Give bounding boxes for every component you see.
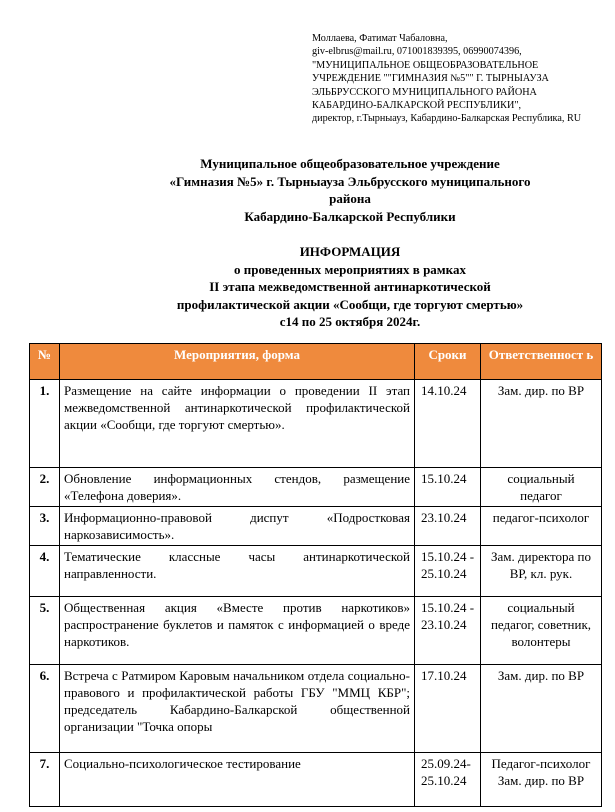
row-event: Информационно-правовой диспут «Подростковая наркозависимость». <box>60 507 415 546</box>
row-event: Социально-психологическое тестирование <box>60 753 415 807</box>
table-row <box>30 546 602 597</box>
signature-line: КАБАРДИНО-БАЛКАРСКОЙ РЕСПУБЛИКИ", <box>312 100 522 112</box>
row-responsible: Зам. дир. по ВР <box>481 665 602 753</box>
doc-subtitle-line: о проведенных мероприятиях в рамках <box>234 261 466 277</box>
row-number: 5. <box>30 597 60 665</box>
row-number: 7. <box>30 753 60 807</box>
row-number: 2. <box>30 468 60 507</box>
signature-line: директор, г.Тырныауз, Кабардино-Балкарская Республика, RU <box>312 113 582 125</box>
row-date: 14.10.24 <box>415 380 481 468</box>
row-date: 15.10.24 - 23.10.24 <box>415 597 481 665</box>
header-number: № <box>30 344 60 380</box>
header-date: Сроки <box>415 344 481 380</box>
table-row <box>30 507 602 546</box>
org-name-line: Муниципальное общеобразовательное учреждение <box>200 156 500 171</box>
row-responsible: социальный педагог <box>481 468 602 507</box>
doc-period: с14 по 25 октября 2024г. <box>279 314 421 329</box>
row-responsible: педагог-психолог <box>481 507 602 546</box>
row-event: Обновление информационных стендов, размещение «Телефона доверия». <box>60 468 415 507</box>
org-name-line: «Гимназия №5» г. Тырныауза Эльбрусского муниципального <box>169 173 531 189</box>
row-responsible: социальный педагог, советник, волонтеры <box>481 597 602 665</box>
row-responsible: Зам. директора по ВР, кл. рук. <box>481 546 602 597</box>
header-event: Мероприятия, форма <box>60 344 415 380</box>
signature-line: ЭЛЬБРУССКОГО МУНИЦИПАЛЬНОГО РАЙОНА <box>312 86 537 98</box>
row-event: Тематические классные часы антинаркотической направленности. <box>60 546 415 597</box>
doc-subtitle-line: профилактической акции «Сообщи, где торгуют смертью» <box>176 296 524 312</box>
signature-line: giv-elbrus@mail.ru, 071001839395, 06990074396, <box>312 46 522 58</box>
table-row <box>30 597 602 665</box>
row-date: 15.10.24 <box>415 468 481 507</box>
signature-line: УЧРЕЖДЕНИЕ ""ГИМНАЗИЯ №5"" Г. ТЫРНЫАУЗА <box>312 73 549 85</box>
row-number: 6. <box>30 665 60 753</box>
doc-subtitle-line: II этапа межведомственной антинаркотической <box>209 279 491 294</box>
row-responsible: Зам. дир. по ВР <box>481 380 602 468</box>
table-header-row <box>30 344 602 380</box>
row-event: Размещение на сайте информации о проведении II этап межведомственной антинаркотической профилактической акции «Сообщи, где торгуют смертью». <box>60 380 415 468</box>
row-date: 23.10.24 <box>415 507 481 546</box>
org-name-line: Кабардино-Балкарской Республики <box>244 208 456 224</box>
org-name-line: района <box>329 191 371 206</box>
doc-title: ИНФОРМАЦИЯ <box>299 244 401 259</box>
row-date: 25.09.24-25.10.24 <box>415 753 481 807</box>
events-table <box>29 343 602 807</box>
document-heading <box>110 155 590 331</box>
signature-line: "МУНИЦИПАЛЬНОЕ ОБЩЕОБРАЗОВАТЕЛЬНОЕ <box>312 59 539 71</box>
row-date: 17.10.24 <box>415 665 481 753</box>
row-number: 1. <box>30 380 60 468</box>
digital-signature-block <box>312 32 608 126</box>
table-row <box>30 468 602 507</box>
row-number: 4. <box>30 546 60 597</box>
table-row <box>30 665 602 753</box>
row-date: 15.10.24 - 25.10.24 <box>415 546 481 597</box>
row-event: Встреча с Ратмиром Каровым начальником отдела социально-правового и профилактической работы ГБУ "ММЦ КБР"; председатель Кабардино-Балкарской общественной организации "Точка опоры <box>60 665 415 753</box>
row-event: Общественная акция «Вместе против наркотиков» распространение буклетов и памяток с информацией о вреде наркотиков. <box>60 597 415 665</box>
table-row <box>30 380 602 468</box>
row-responsible: Педагог-психолог Зам. дир. по ВР <box>481 753 602 807</box>
table-row <box>30 753 602 807</box>
header-responsible: Ответственност ь <box>481 344 602 380</box>
row-number: 3. <box>30 507 60 546</box>
heading-spacer <box>110 225 590 243</box>
signature-line: Моллаева, Фатимат Чабаловна, <box>312 33 448 44</box>
